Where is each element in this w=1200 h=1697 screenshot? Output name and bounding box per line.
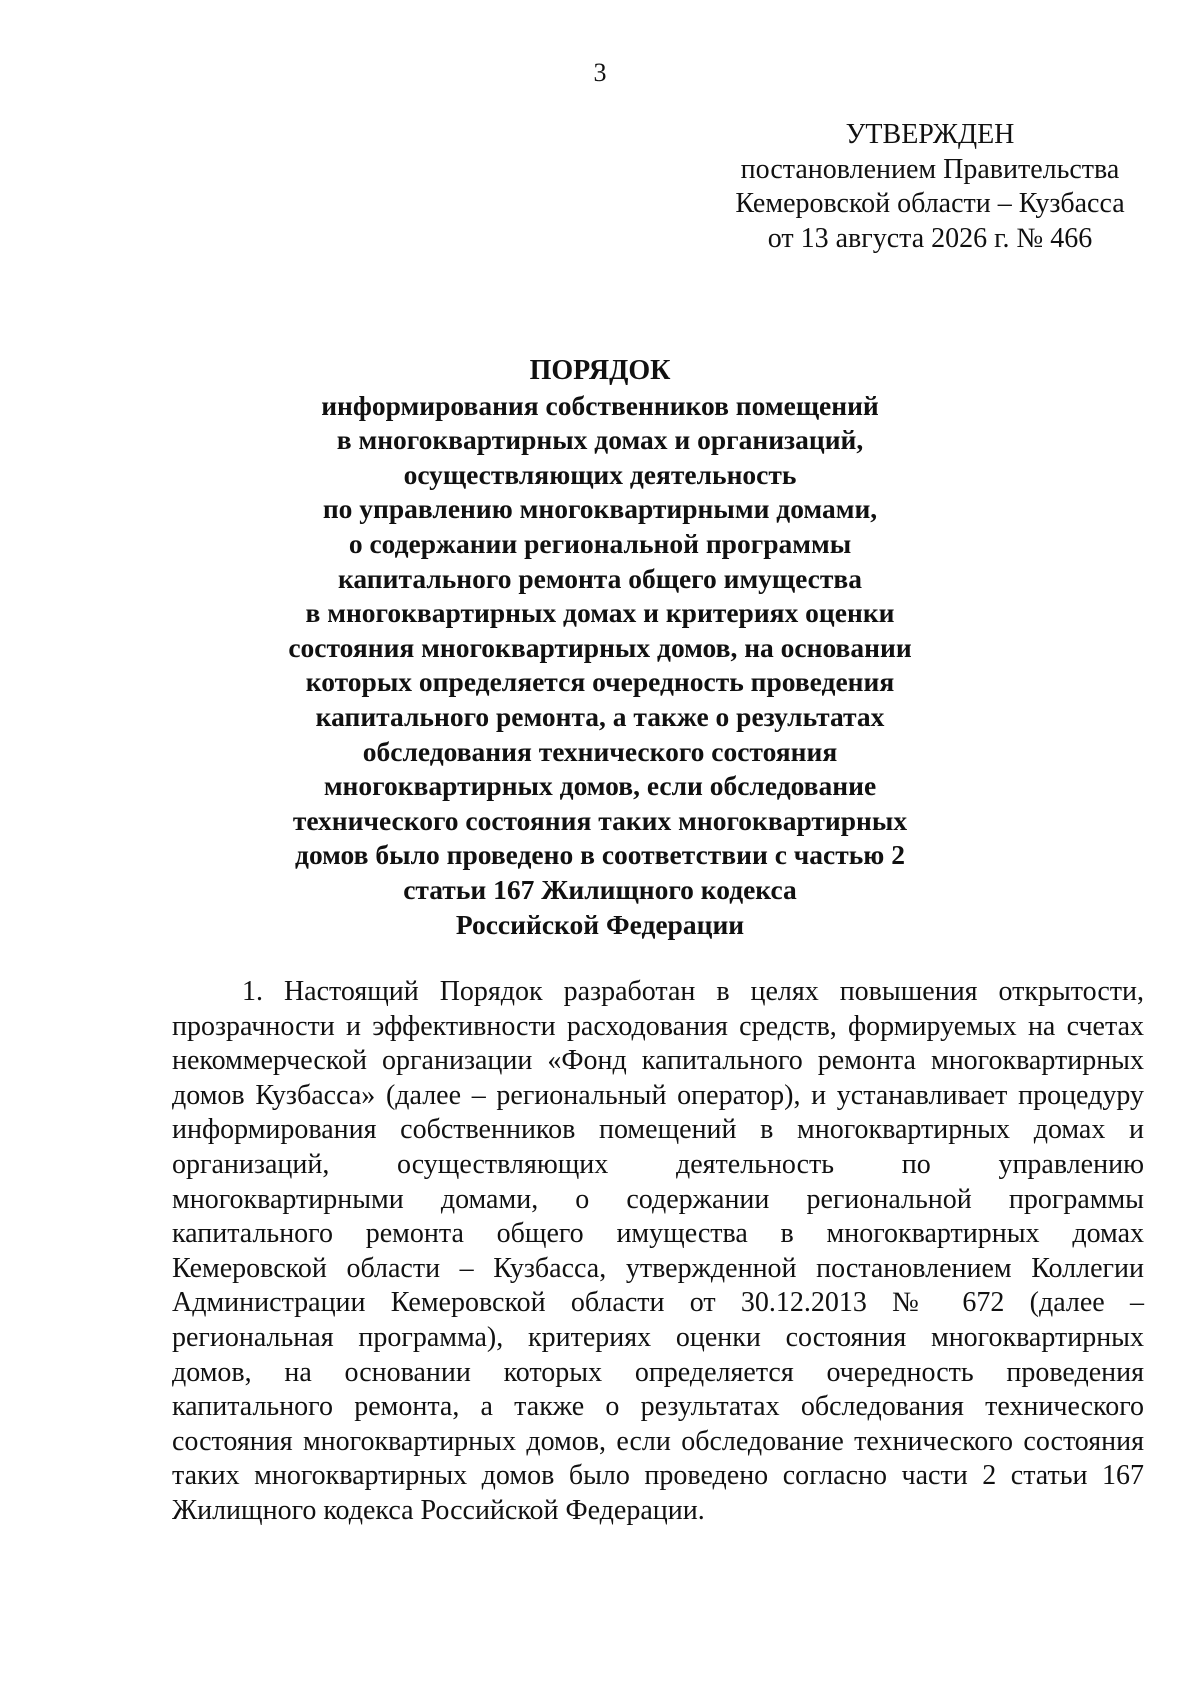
paragraph-line: домов Кузбасса» (далее – региональный оператор), и устанавливает процедуру (172, 1079, 1144, 1111)
approval-line: постановлением Правительства (740, 153, 1120, 185)
title-line: Российской Федерации (455, 908, 745, 940)
paragraph-1 (172, 975, 1144, 1529)
paragraph-line: состояния многоквартирных домов, если обследование технического состояния (172, 1425, 1144, 1457)
title-line: которых определяется очередность проведения (305, 666, 895, 698)
paragraph-line: Кемеровской области – Кузбасса, утвержденной постановлением Коллегии (172, 1252, 1144, 1284)
paragraph-line: прозрачности и эффективности расходования средств, формируемых на счетах (172, 1010, 1144, 1042)
paragraph-line: информирования собственников помещений в многоквартирных домах и (172, 1114, 1144, 1146)
title-line: информирования собственников помещений (321, 389, 879, 421)
paragraph-line: Жилищного кодекса Российской Федерации. (172, 1494, 705, 1526)
paragraph-line: таких многоквартирных домов было проведено согласно части 2 статьи 167 (172, 1460, 1144, 1492)
title-line: по управлению многоквартирными домами, (322, 493, 878, 525)
title-line: домов было проведено в соответствии с частью 2 (295, 839, 905, 871)
paragraph-line: 1. Настоящий Порядок разработан в целях повышения открытости, (242, 976, 1144, 1007)
title-line: обследования технического состояния (362, 735, 838, 767)
paragraph-line: региональная программа), критериях оценки состояния многоквартирных (172, 1321, 1144, 1353)
title-line: состояния многоквартирных домов, на основании (288, 631, 912, 663)
title-line: многоквартирных домов, если обследование (323, 770, 877, 802)
approval-line: Кемеровской области – Кузбасса (735, 188, 1125, 219)
paragraph-line: капитального ремонта общего имущества в многоквартирных домах (172, 1218, 1144, 1250)
approval-line: УТВЕРЖДЕН (845, 119, 1015, 150)
page-number: 3 (593, 58, 607, 87)
paragraph-line: капитального ремонта, а также о результатах обследования технического (172, 1391, 1144, 1423)
title-line: о содержании региональной программы (348, 527, 852, 559)
title-line: технического состояния таких многоквартирных (292, 804, 908, 836)
paragraph-line: организаций, осуществляющих деятельность по управлению (172, 1148, 1144, 1180)
paragraph-line: Администрации Кемеровской области от 30.12.2013 № 672 (далее – (172, 1287, 1144, 1319)
paragraph-line: домов, на основании которых определяется очередность проведения (172, 1356, 1144, 1388)
title-line: статьи 167 Жилищного кодекса (403, 873, 797, 905)
approval-stamp (720, 118, 1140, 256)
title-line: осуществляющих деятельность (403, 458, 797, 490)
paragraph-line: некоммерческой организации «Фонд капитального ремонта многоквартирных (172, 1045, 1144, 1077)
title-line: в многоквартирных домах и критериях оценки (305, 597, 895, 629)
title-line: капитального ремонта, а также о результатах (315, 700, 885, 732)
title-main: ПОРЯДОК (529, 355, 671, 386)
document-title (240, 354, 960, 942)
title-line: в многоквартирных домах и организаций, (336, 424, 864, 456)
approval-line: от 13 августа 2026 г. № 466 (767, 222, 1093, 254)
paragraph-line: многоквартирными домами, о содержании региональной программы (172, 1183, 1144, 1215)
title-line: капитального ремонта общего имущества (337, 562, 863, 594)
